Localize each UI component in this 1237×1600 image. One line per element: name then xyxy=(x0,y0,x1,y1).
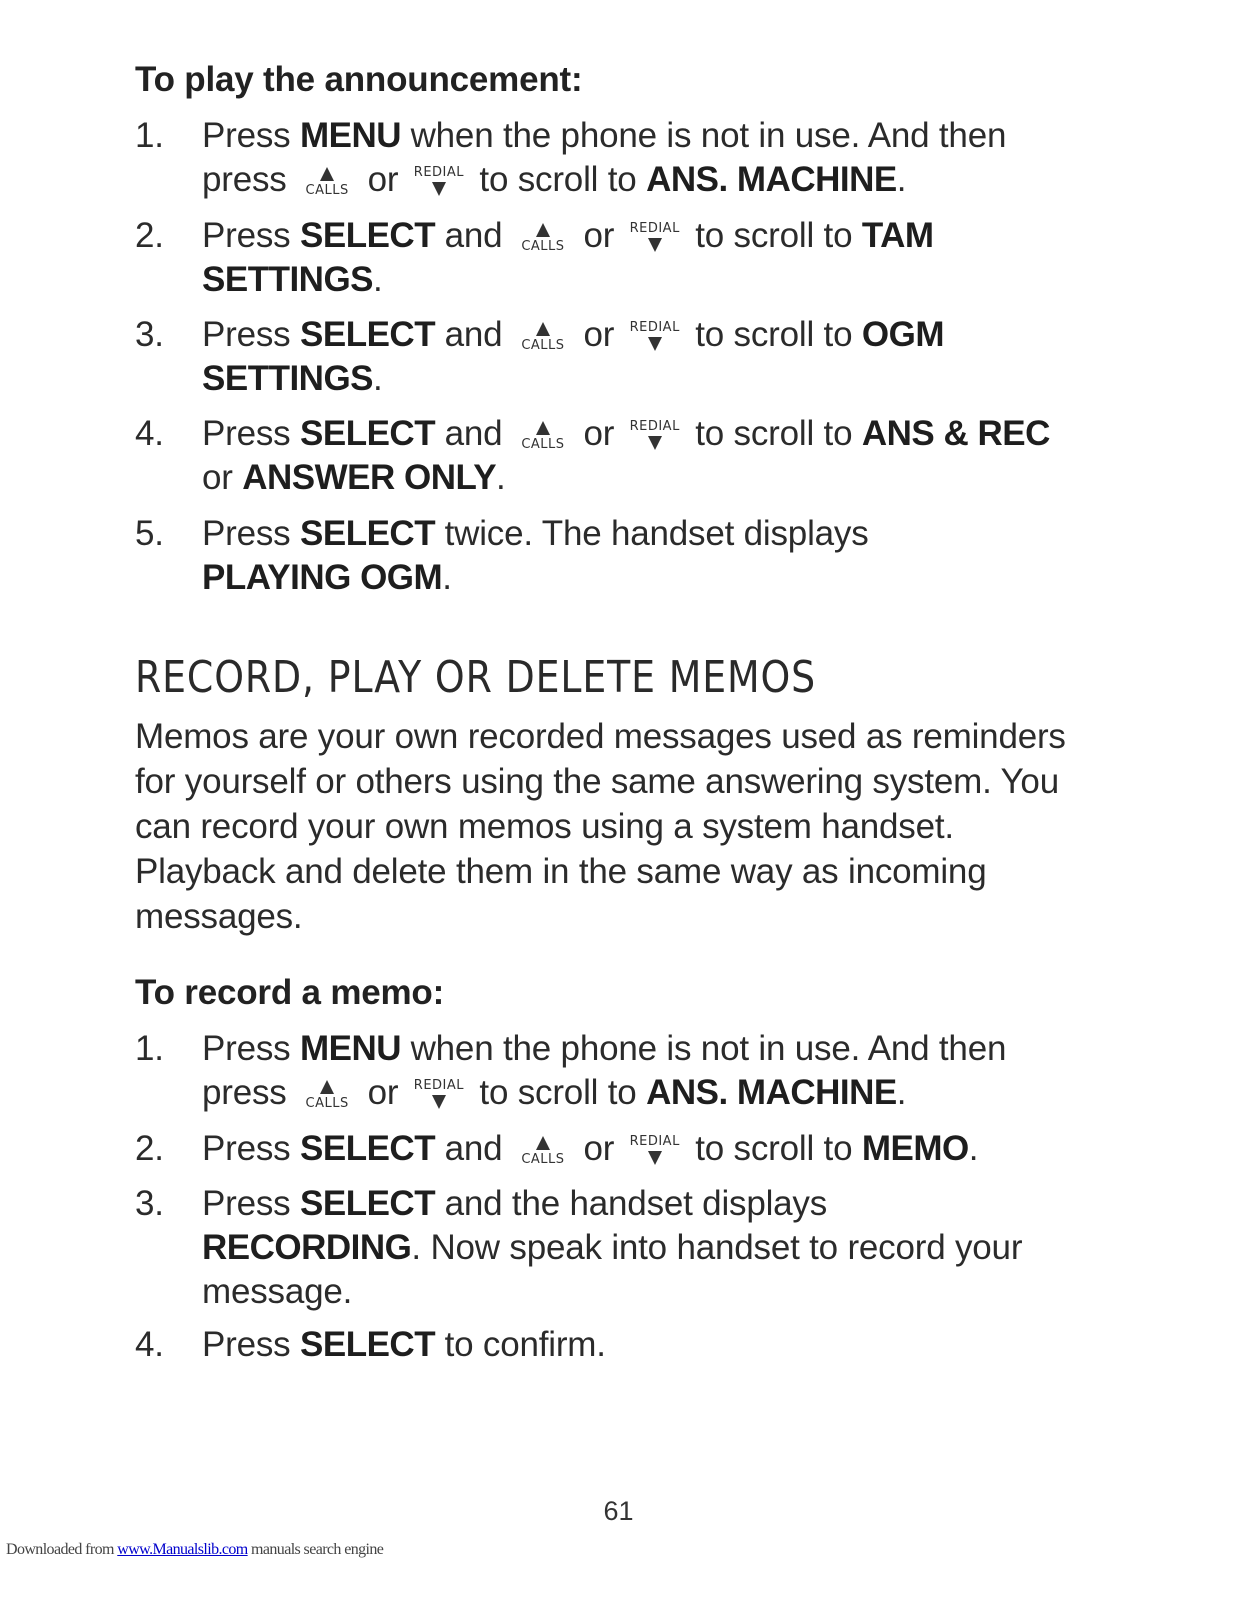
announcement-step-4: 4. Press SELECT and CALLS or REDIAL to scroll to ANS & REC or ANSWER ONLY. xyxy=(135,414,1050,497)
download-footer: Downloaded from www.Manualslib.com manuals search engine xyxy=(6,1541,384,1558)
redial-down-key-icon: REDIAL xyxy=(627,418,683,454)
memo-step-1: 1. Press MENU when the phone is not in use. And then press CALLS or REDIAL to scroll to ANS. MACHINE. xyxy=(135,1029,1007,1112)
memo-step-4: 4. Press SELECT to confirm. xyxy=(135,1323,1095,1367)
step-number: 1. xyxy=(135,1029,164,1068)
step-number: 4. xyxy=(135,1325,164,1364)
calls-up-key-icon: CALLS xyxy=(515,1133,571,1169)
step-number: 2. xyxy=(135,216,164,255)
announcement-step-2: 2. Press SELECT and CALLS or REDIAL to scroll to TAM SETTINGS. xyxy=(135,216,934,299)
calls-up-key-icon: CALLS xyxy=(515,220,571,256)
step-number: 4. xyxy=(135,414,164,453)
manualslib-link[interactable]: www.Manualslib.com xyxy=(117,1541,248,1558)
step-number: 3. xyxy=(135,315,164,354)
page-number: 61 xyxy=(603,1496,634,1526)
step-number: 5. xyxy=(135,514,164,553)
section-title: RECORD, PLAY OR DELETE MEMOS xyxy=(135,652,817,703)
announcement-heading: To play the announcement: xyxy=(135,60,583,99)
announcement-step-3: 3. Press SELECT and CALLS or REDIAL to scroll to OGM SETTINGS. xyxy=(135,315,944,398)
step-number: 2. xyxy=(135,1129,164,1168)
record-memo-heading: To record a memo: xyxy=(135,973,445,1012)
announcement-step-5: 5. Press SELECT twice. The handset displays PLAYING OGM. xyxy=(135,514,869,597)
memo-step-2: 2. Press SELECT and CALLS or REDIAL to scroll to MEMO. xyxy=(135,1127,1095,1171)
redial-down-key-icon: REDIAL xyxy=(627,220,683,256)
memos-description: Memos are your own recorded messages used as reminders for yourself or others using the same answering system. You can record your own memos using a system handset. Playback and delete them in the same way as incoming messages. xyxy=(135,717,1066,936)
announcement-step-1: 1. Press MENU when the phone is not in use. And then press CALLS or REDIAL to scroll to ANS. MACHINE. xyxy=(135,116,1007,199)
step-number: 1. xyxy=(135,116,164,155)
redial-down-key-icon: REDIAL xyxy=(411,164,467,200)
memo-step-3: 3. Press SELECT and the handset displays RECORDING. Now speak into handset to record your message. xyxy=(135,1184,1023,1311)
redial-down-key-icon: REDIAL xyxy=(627,1133,683,1169)
calls-up-key-icon: CALLS xyxy=(299,1077,355,1113)
calls-up-key-icon: CALLS xyxy=(515,319,571,355)
calls-up-key-icon: CALLS xyxy=(299,164,355,200)
redial-down-key-icon: REDIAL xyxy=(627,319,683,355)
calls-up-key-icon: CALLS xyxy=(515,418,571,454)
step-number: 3. xyxy=(135,1184,164,1223)
redial-down-key-icon: REDIAL xyxy=(411,1077,467,1113)
